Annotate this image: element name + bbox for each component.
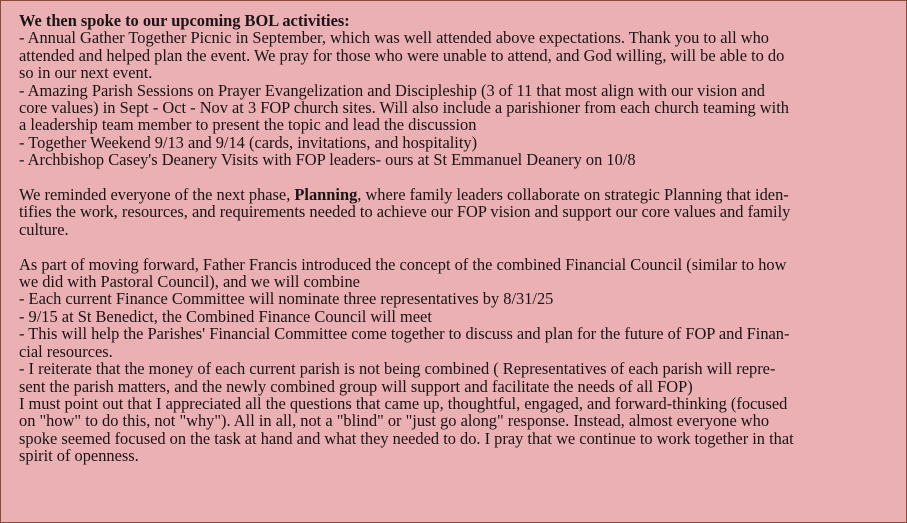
bol-line: so in our next event. [19, 63, 153, 83]
planning-text-before: We reminded everyone of the next phase, [19, 185, 295, 205]
planning-line: tifies the work, resources, and requirements needed to achieve our FOP vision and support our core values and family [19, 202, 791, 222]
finance-line: spoke seemed focused on the task at hand and what they needed to do. I pray that we continue to work together in that [19, 428, 794, 448]
finance-line: on "how" to do this, not "why"). All in all, not a "blind" or "just go along" response. Instead, almost everyone who [19, 411, 770, 431]
finance-line: - Each current Finance Committee will nominate three representatives by 8/31/25 [19, 289, 554, 309]
bol-line: - Annual Gather Together Picnic in September, which was well attended above expectations. Thank you to all who [19, 28, 769, 48]
paragraph-gap [19, 169, 889, 186]
bol-line: - Amazing Parish Sessions on Prayer Evangelization and Discipleship (3 of 11 that most align with our vision and [19, 80, 765, 100]
bol-line: core values) in Sept - Oct - Nov at 3 FOP church sites. Will also include a parishioner from each church teaming with [19, 98, 789, 118]
planning-keyword: Planning [294, 185, 358, 205]
bol-line: - Together Weekend 9/13 and 9/14 (cards, invitations, and hospitality) [19, 132, 478, 152]
finance-line: - This will help the Parishes' Financial Committee come together to discuss and plan for the future of FOP and Finan- [19, 324, 790, 344]
finance-line: cial resources. [19, 341, 113, 361]
finance-line: - I reiterate that the money of each current parish is not being combined ( Representatives of each parish will repre- [19, 359, 776, 379]
bol-line: a leadership team member to present the topic and lead the discussion [19, 115, 477, 135]
bol-line: attended and helped plan the event. We pray for those who were unable to attend, and God willing, will be able to do [19, 45, 785, 65]
bol-heading: We then spoke to our upcoming BOL activities: [19, 11, 350, 30]
finance-line: sent the parish matters, and the newly combined group will support and facilitate the needs of all FOP) [19, 376, 693, 396]
finance-line: - 9/15 at St Benedict, the Combined Finance Council will meet [19, 306, 432, 326]
finance-line: spirit of openness. [19, 446, 139, 466]
bol-line: - Archbishop Casey's Deanery Visits with FOP leaders- ours at St Emmanuel Deanery on 10/8 [19, 150, 636, 170]
paragraph-gap [19, 238, 889, 255]
planning-line [19, 186, 889, 203]
document-body [19, 12, 889, 465]
finance-line: As part of moving forward, Father Francis introduced the concept of the combined Financial Council (similar to how [19, 254, 787, 274]
planning-line: culture. [19, 219, 69, 239]
finance-line: I must point out that I appreciated all the questions that came up, thoughtful, engaged, and forward-thinking (focused [19, 393, 788, 413]
finance-line: we did with Pastoral Council), and we will combine [19, 272, 360, 292]
planning-text-after: , where family leaders collaborate on strategic Planning that iden- [357, 185, 789, 205]
